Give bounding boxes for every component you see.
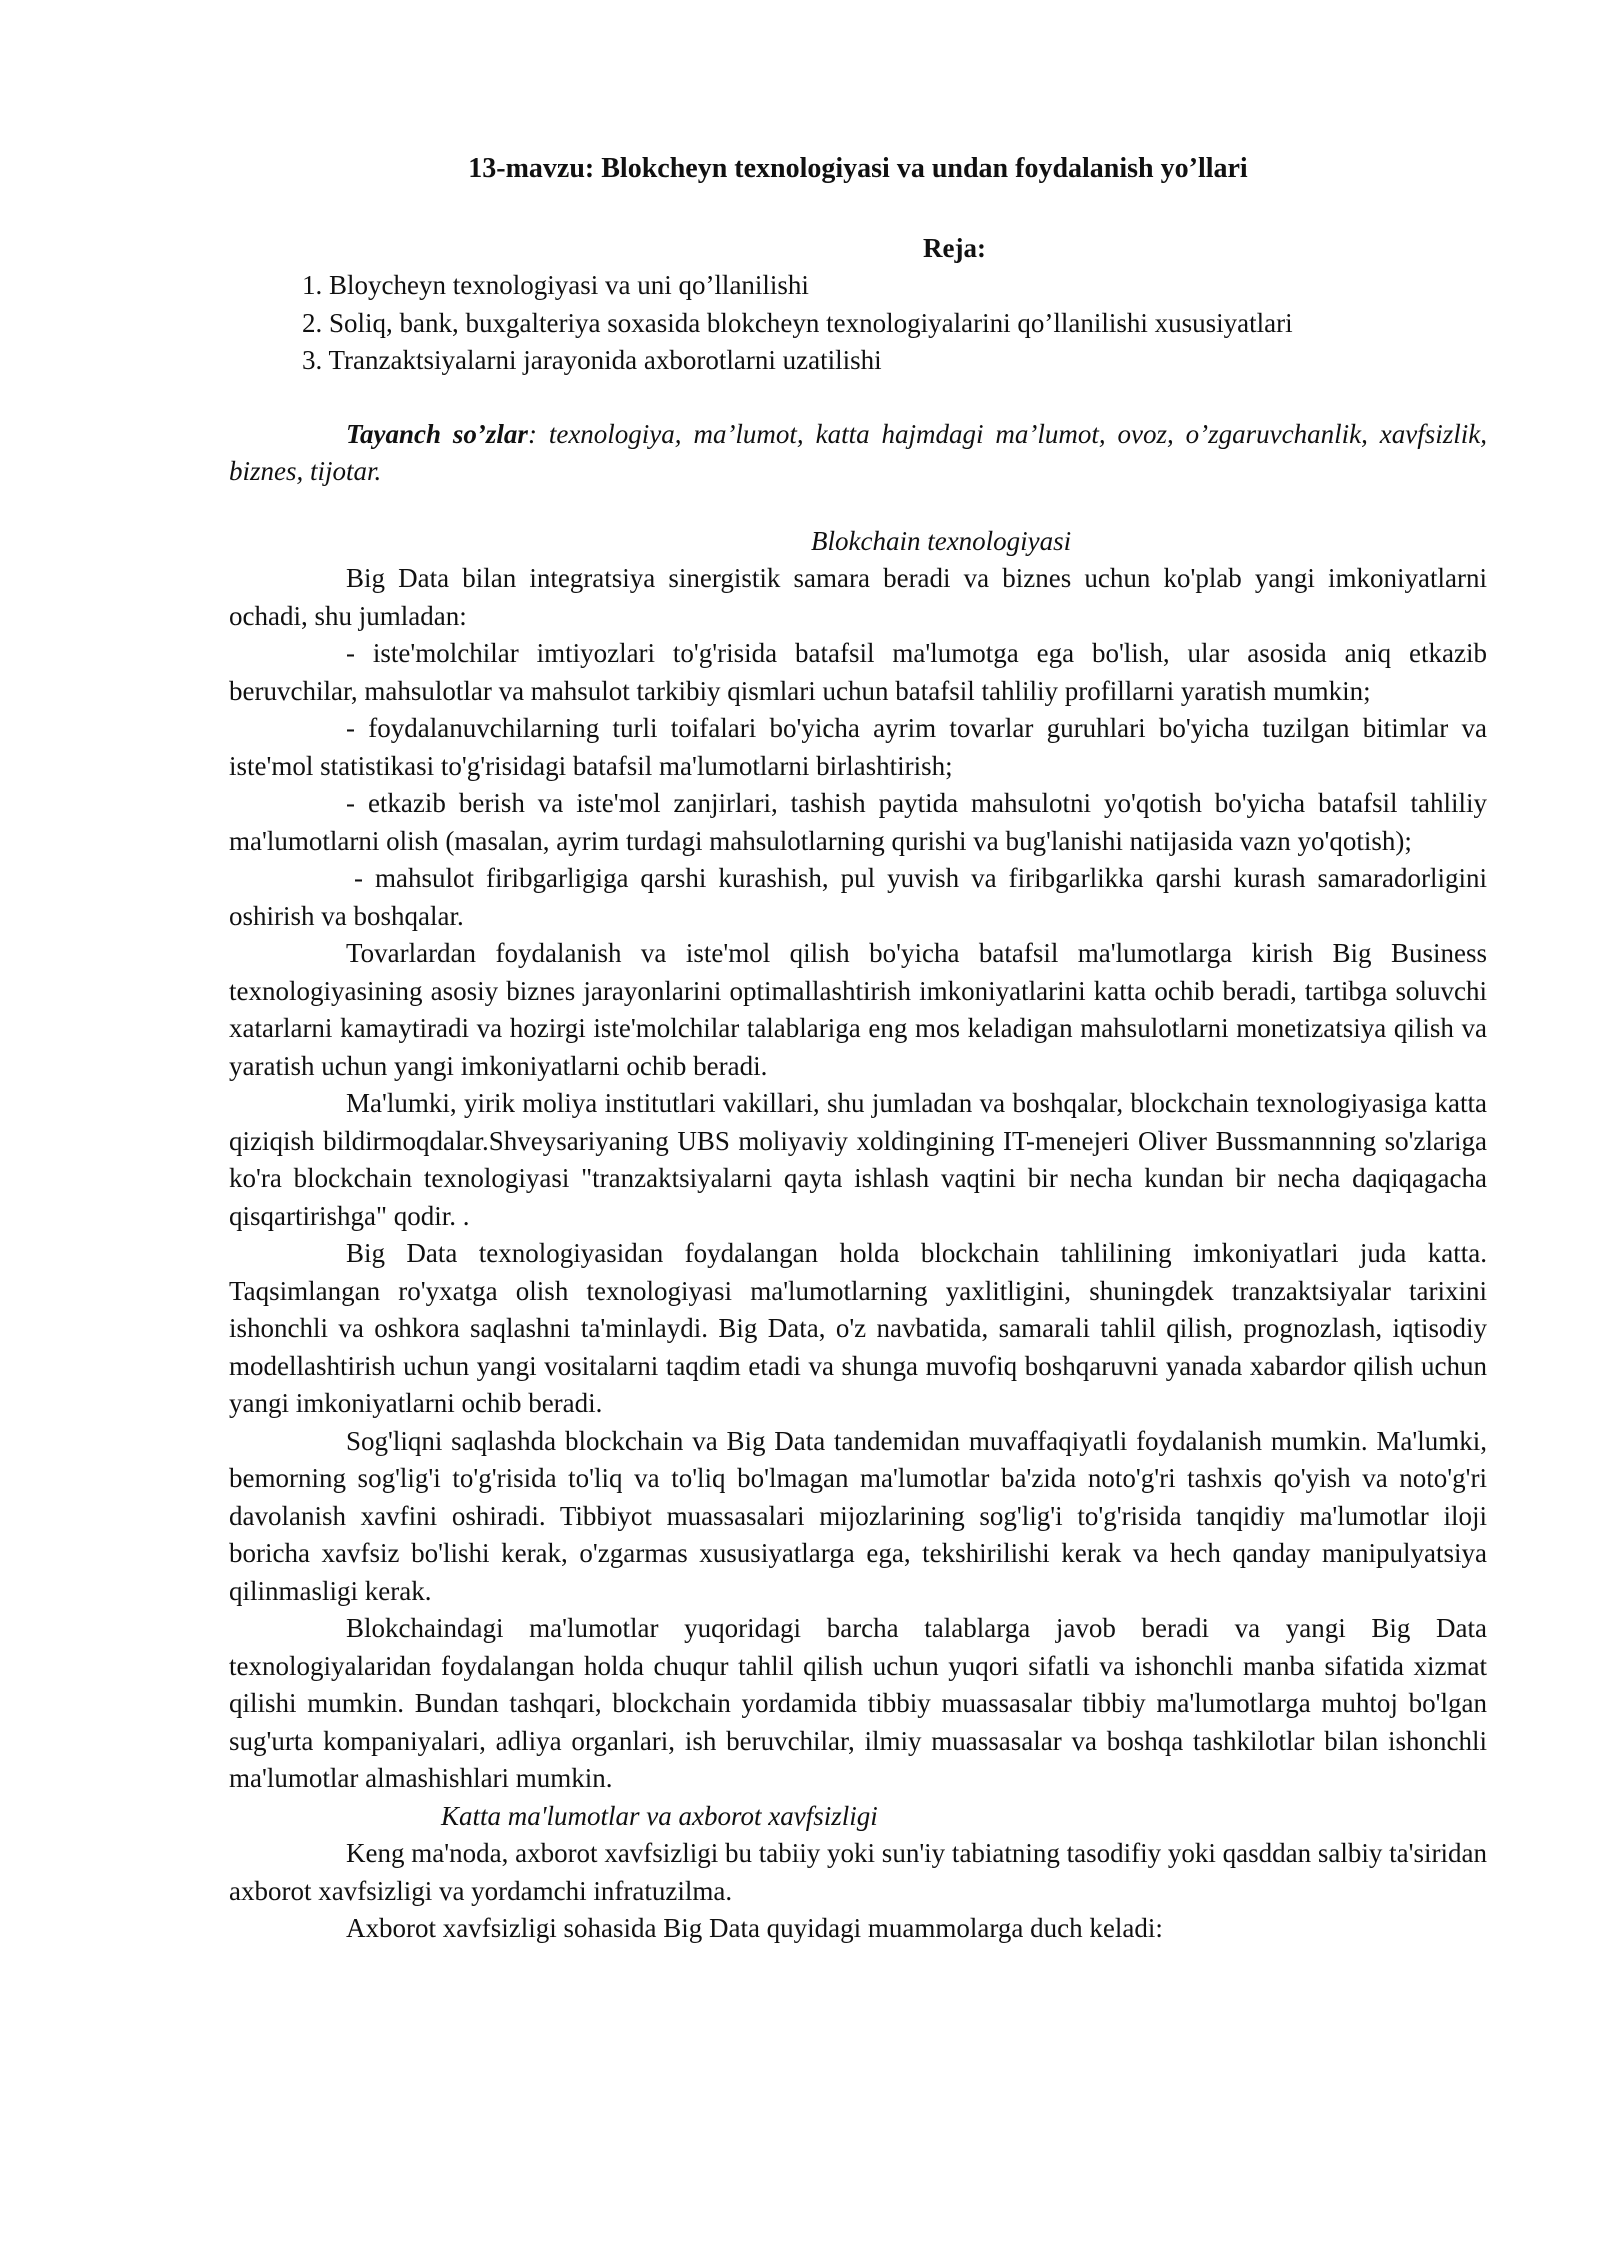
plan-item: 1. Bloycheyn texnologiyasi va uni qo’llanilishi — [302, 270, 809, 300]
document-title: 13-mavzu: Blokcheyn texnologiyasi va undan foydalanish yo’llari — [468, 153, 1248, 184]
body-paragraph: Sog'liqni saqlashda blockchain va Big Data tandemidan muvaffaqiyatli foydalanish mumkin. Ma'lumki, bemorning sog'lig'i to'g'risida to'liq va to'liq bo'lmagan ma'lumotlar ba'zida noto'g'ri tashxis qo'yish va noto'g'ri davolanish xavfini oshiradi. Tibbiyot muassasalari mijozlarining sog'lig'i to'g'risida tanqidiy ma'lumotlar iloji boricha xavfsiz bo'lishi kerak, o'zgarmas xususiyatlarga ega, tekshirilishi kerak va hech qanday manipulyatsiya qilinmasligi kerak. — [229, 1425, 1487, 1606]
plan-list — [229, 267, 1487, 380]
section-heading-blockchain: Blokchain texnologiyasi — [811, 525, 1072, 556]
body-paragraph: Axborot xavfsizligi sohasida Big Data quyidagi muammolarga duch keladi: — [346, 1913, 1163, 1943]
keywords-paragraph — [229, 416, 1487, 491]
keywords-label: Tayanch so’zlar — [346, 418, 528, 449]
bullet-paragraph: - iste'molchilar imtiyozlari to'g'risida batafsil ma'lumotga ega bo'lish, ular asosida aniq etkazib beruvchilar, mahsulotlar va mahsulot tarkibiy qismlari uchun batafsil tahliliy profillarni yaratish mumkin; — [229, 638, 1487, 706]
body-paragraph: Keng ma'noda, axborot xavfsizligi bu tabiiy yoki sun'iy tabiatning tasodifiy yoki qasddan salbiy ta'siridan axborot xavfsizligi va yordamchi infratuzilma. — [229, 1838, 1487, 1906]
document-page — [229, 150, 1487, 1948]
body-paragraph: Tovarlardan foydalanish va iste'mol qilish bo'yicha batafsil ma'lumotlarga kirish Big Business texnologiyasining asosiy biznes jarayonlarini optimallashtirish imkoniyatlarini katta ochib beradi, tartibga soluvchi xatarlarni kamaytiradi va hozirgi iste'molchilar talablariga eng mos keladigan mahsulotlarni monetizatsiya qilish va yaratish uchun yangi imkoniyatlarni ochib beradi. — [229, 938, 1487, 1081]
bullet-paragraph: - mahsulot firibgarligiga qarshi kurashish, pul yuvish va firibgarlikka qarshi kurash samaradorligini oshirish va boshqalar. — [229, 863, 1487, 931]
bullet-paragraph: - etkazib berish va iste'mol zanjirlari, tashish paytida mahsulotni yo'qotish bo'yicha batafsil tahliliy ma'lumotlarni olish (masalan, ayrim turdagi mahsulotlarning qurishi va bug'lanishi natijasida vazn yo'qotish); — [229, 788, 1487, 856]
body-paragraph: Blokchaindagi ma'lumotlar yuqoridagi barcha talablarga javob beradi va yangi Big Data texnologiyalaridan foydalangan holda chuqur tahlil qilish uchun yuqori sifatli va ishonchli manba sifatida xizmat qilishi mumkin. Bundan tashqari, blockchain yordamida tibbiy muassasalar tibbiy ma'lumotlarga muhtoj bo'lgan sug'urta kompaniyalari, adliya organlari, ish beruvchilar, ilmiy muassasalar va boshqa tashkilotlar bilan ishonchli ma'lumotlar almashishlari mumkin. — [229, 1613, 1487, 1793]
section-heading-security: Katta ma'lumotlar va axborot xavfsizligi — [441, 1800, 878, 1831]
body-paragraph: Big Data bilan integratsiya sinergistik samara beradi va biznes uchun ko'plab yangi imkoniyatlarni ochadi, shu jumladan: — [229, 563, 1487, 631]
body-paragraph: Big Data texnologiyasidan foydalangan holda blockchain tahlilining imkoniyatlari juda katta. Taqsimlangan ro'yxatga olish texnologiyasi ma'lumotlarning yaxlitligini, shuningdek tranzaktsiyalar tarixini ishonchli va oshkora saqlashni ta'minlaydi. Big Data, o'z navbatida, samarali tahlil qilish, prognozlash, iqtisodiy modellashtirish uchun yangi vositalarni taqdim etadi va shunga muvofiq boshqaruvni yanada xabardor qilish uchun yangi imkoniyatlarni ochib beradi. — [229, 1238, 1487, 1418]
plan-item: 3. Tranzaktsiyalarni jarayonida axborotlarni uzatilishi — [302, 345, 882, 375]
plan-heading: Reja: — [923, 232, 986, 263]
bullet-paragraph: - foydalanuvchilarning turli toifalari bo'yicha ayrim tovarlar guruhlari bo'yicha tuzilgan bitimlar va iste'mol statistikasi to'g'risidagi batafsil ma'lumotlarni birlashtirish; — [229, 713, 1487, 781]
keywords-text: : texnologiya, ma’lumot, katta hajmdagi ma’lumot, ovoz, o’zgaruvchanlik, xavfsizlik, biznes, tijotar. — [229, 418, 1488, 486]
body-paragraph: Ma'lumki, yirik moliya institutlari vakillari, shu jumladan va boshqalar, blockchain texnologiyasiga katta qiziqish bildirmoqdalar.Shveysariyaning UBS moliyaviy xoldingining IT-menejeri Oliver Bussmannning so'zlariga ko'ra blockchain texnologiyasi "tranzaktsiyalarni qayta ishlash vaqtini bir necha kundan bir necha daqiqagacha qisqartirishga" qodir. . — [229, 1088, 1487, 1231]
plan-item: 2. Soliq, bank, buxgalteriya soxasida blokcheyn texnologiyalarini qo’llanilishi xususiyatlari — [302, 307, 1293, 338]
